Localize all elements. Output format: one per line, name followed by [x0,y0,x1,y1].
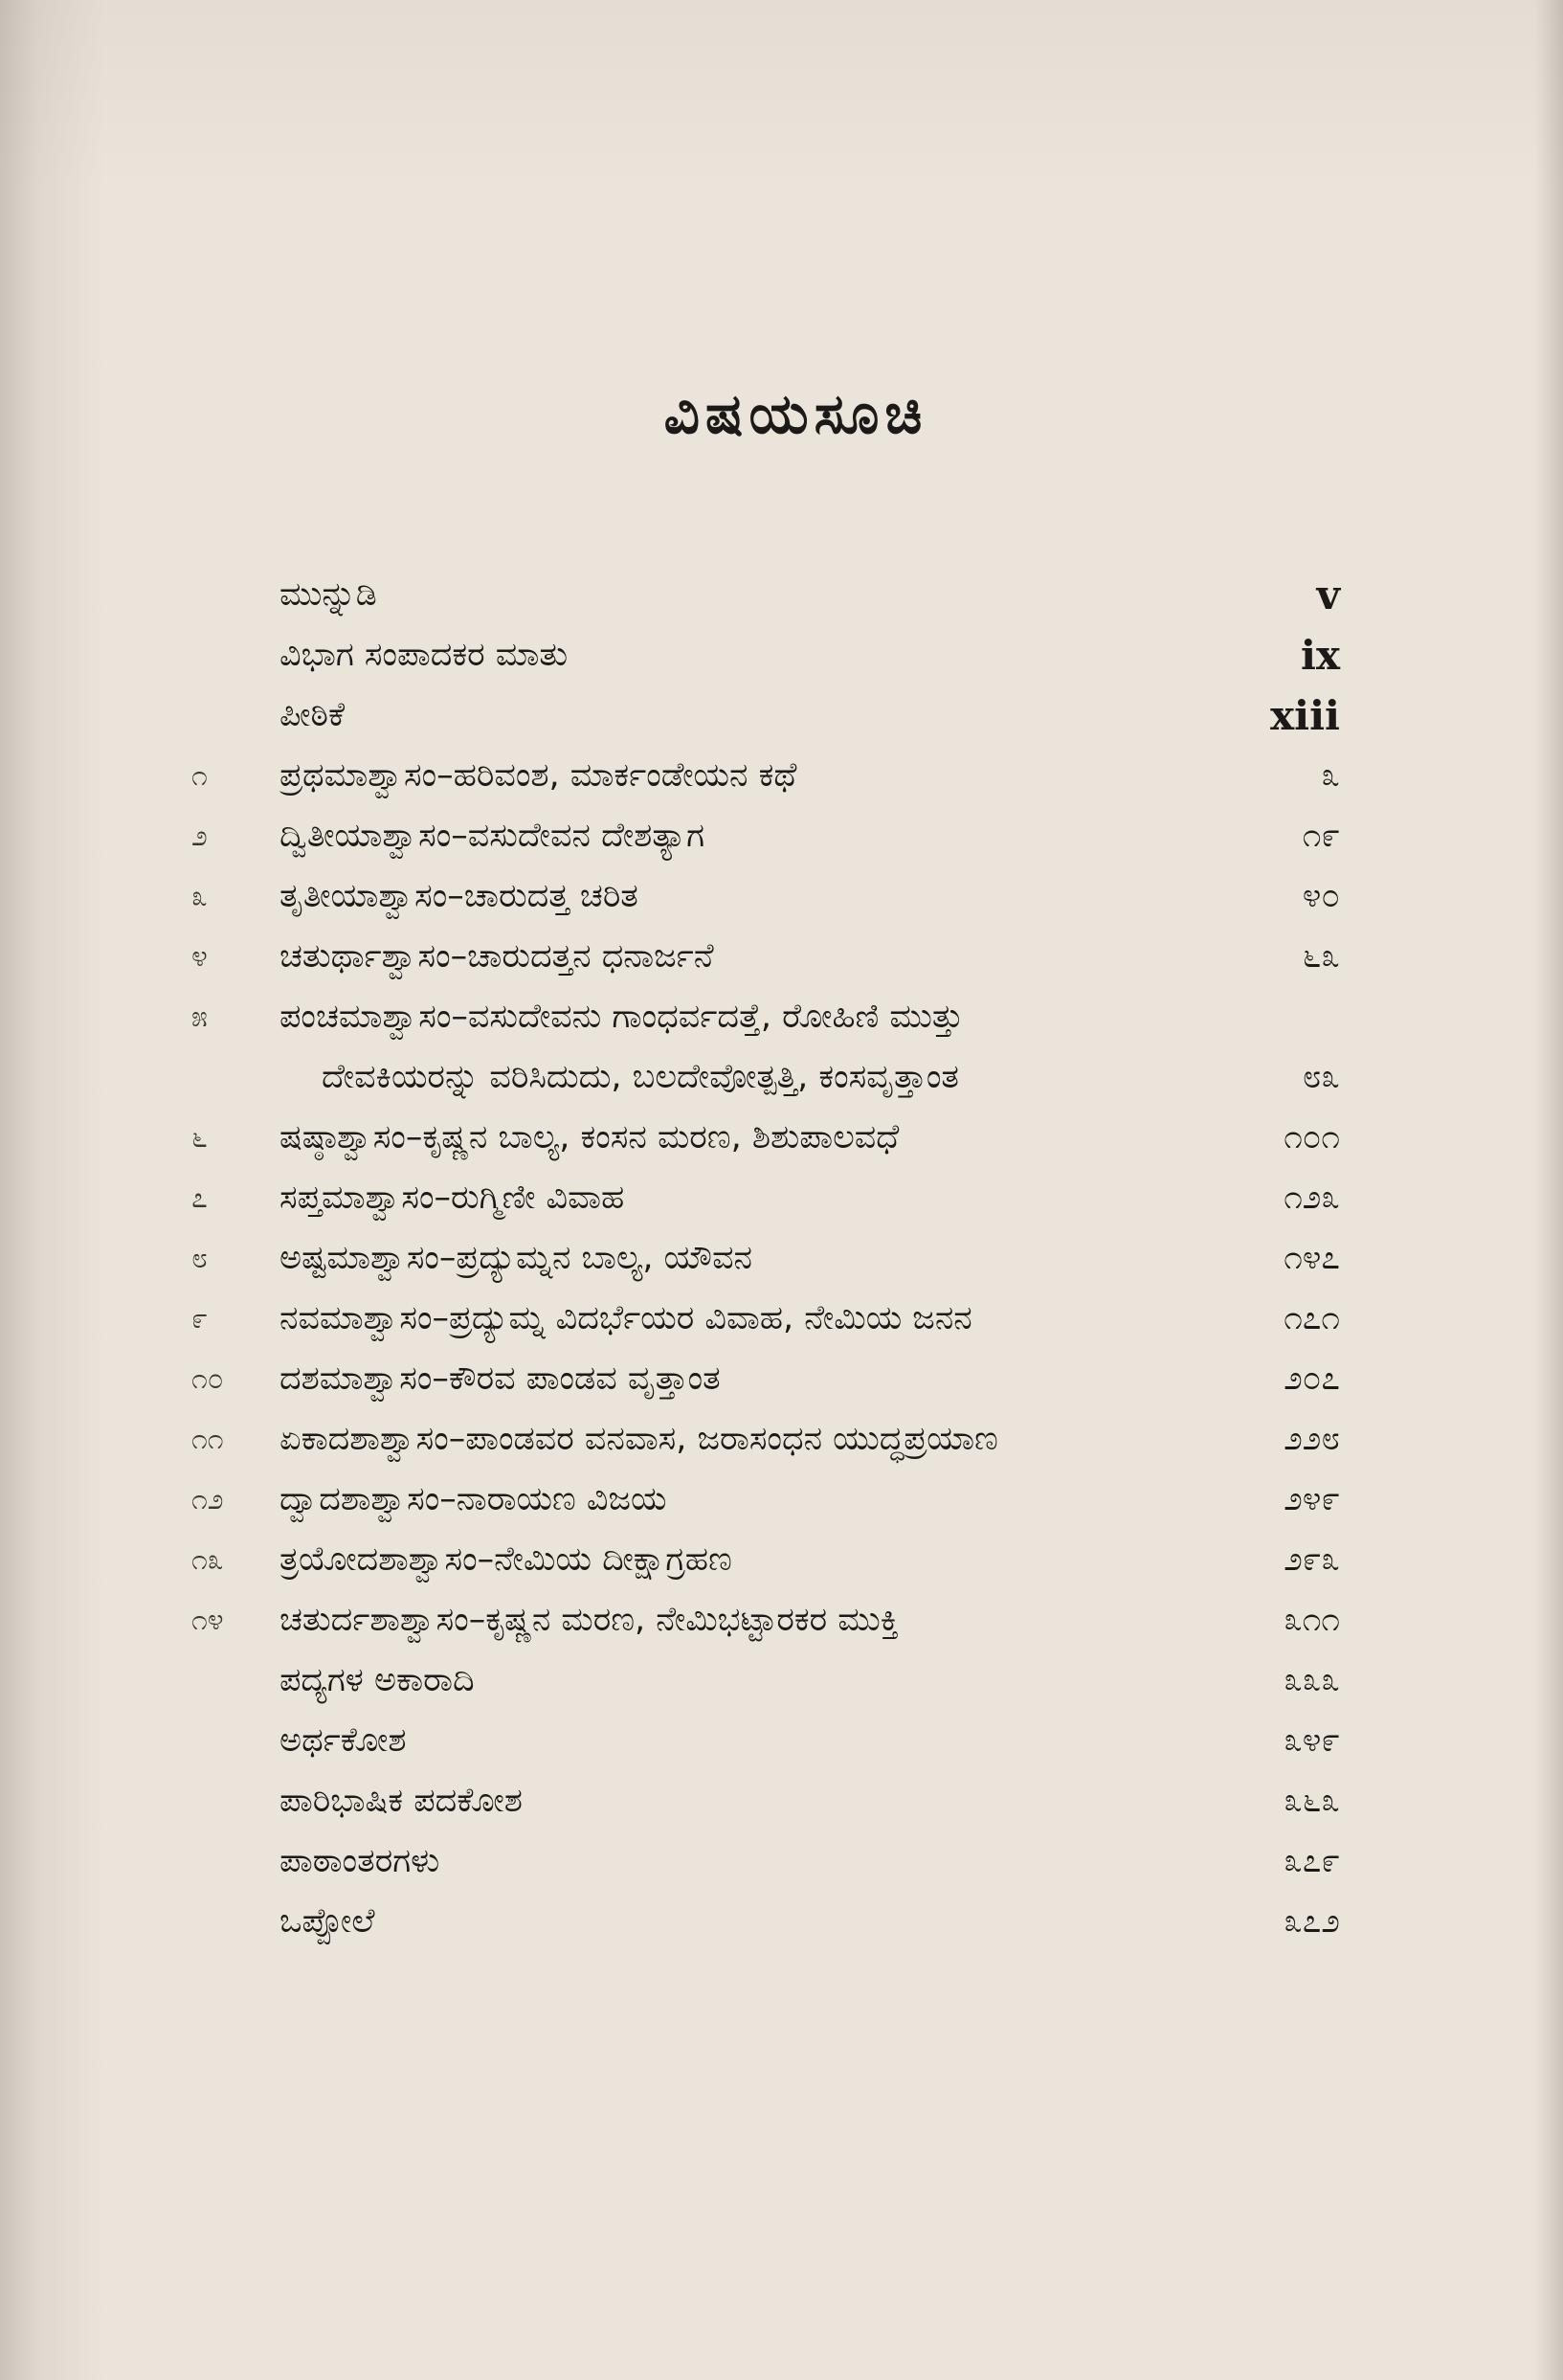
chapter-number: ೨ [191,820,208,853]
toc-entry-title: ದಶಮಾಶ್ವಾಸಂ–ಕೌರವ ಪಾಂಡವ ವೃತ್ತಾಂತ [279,1359,721,1398]
toc-row [191,1108,1340,1168]
toc-row [191,685,1340,746]
chapter-number: ೧೨ [191,1483,224,1516]
toc-row [191,927,1340,987]
toc-row [191,1349,1340,1409]
page-number: v [1316,572,1340,618]
toc-row [191,746,1340,806]
page-number: ೬೩ [1302,937,1340,976]
chapter-number: ೯ [191,1302,208,1336]
page-number: ೨೪೯ [1284,1480,1340,1518]
toc-row [191,1771,1340,1831]
toc-row [191,1530,1340,1590]
page-number: ೩೩೩ [1284,1661,1340,1699]
toc-entry-title: ತೃತೀಯಾಶ್ವಾಸಂ–ಚಾರುದತ್ತ ಚರಿತ [279,877,638,915]
chapter-number: ೭ [191,1181,208,1215]
chapter-number: ೬ [191,1121,208,1155]
page-number: xiii [1270,692,1340,739]
chapter-number: ೧೦ [191,1362,224,1396]
toc-row [191,565,1340,625]
toc-entry-title: ಸಪ್ತಮಾಶ್ವಾಸಂ–ರುಗ್ಮಿಣೀ ವಿವಾಹ [279,1179,625,1217]
toc-entry-title: ತ್ರಯೋದಶಾಶ್ವಾಸಂ–ನೇಮಿಯ ದೀಕ್ಷಾಗ್ರಹಣ [279,1540,732,1579]
chapter-number: ೧ [191,759,208,793]
toc-row [191,806,1340,866]
page-number: ೨೨೮ [1284,1420,1340,1458]
page-number: ೨೦೭ [1284,1359,1340,1398]
chapter-number: ೮ [191,1242,208,1275]
toc-entry-title: ಪಾರಿಭಾಷಿಕ ಪದಕೋಶ [279,1782,523,1820]
toc-entry-title: ಚತುರ್ದಶಾಶ್ವಾಸಂ–ಕೃಷ್ಣನ ಮರಣ, ನೇಮಿಭಟ್ಟಾರಕರ ಮುಕ್ತಿ [279,1601,900,1639]
chapter-number: ೧೧ [191,1423,224,1456]
toc-row [191,987,1340,1108]
page-number: ೮೩ [1302,1058,1340,1096]
page-number: ೧೨೩ [1284,1179,1340,1217]
toc-entry-title [279,987,1275,1108]
toc-row [191,1289,1340,1349]
page-number: ೩೭೯ [1284,1842,1340,1880]
toc-entry-title: ಮುನ್ನುಡಿ [279,575,377,614]
toc-entry-title: ಅಷ್ಟಮಾಶ್ವಾಸಂ–ಪ್ರದ್ಯುಮ್ನನ ಬಾಲ್ಯ, ಯೌವನ [279,1239,753,1277]
page-number: ೪೦ [1302,877,1340,915]
page-number: ೨೯೩ [1284,1540,1340,1579]
page-number: ೧೪೭ [1284,1239,1340,1277]
toc-row [191,1409,1340,1470]
chapter-number: ೩ [191,880,208,913]
toc-row [191,1650,1340,1711]
page-number: ೩೬೩ [1284,1782,1340,1820]
toc-entry-title: ಅರ್ಥಕೋಶ [279,1721,407,1760]
toc-entry-title: ವಿಭಾಗ ಸಂಪಾದಕರ ಮಾತು [279,636,569,674]
toc-entry-title-line-2: ದೇವಕಿಯರನ್ನು ವರಿಸಿದುದು, ಬಲದೇವೋತ್ಪತ್ತಿ, ಕಂಸವೃತ್ತಾಂತ [322,1058,959,1096]
toc-entry-title: ಪೀಠಿಕೆ [279,696,346,734]
page-number: ೩೧೧ [1284,1601,1340,1639]
page-number: ೧೭೧ [1284,1299,1340,1337]
page-number: ix [1301,632,1340,679]
toc-entry-title: ಚತುರ್ಥಾಶ್ವಾಸಂ–ಚಾರುದತ್ತನ ಧನಾರ್ಜನೆ [279,937,714,976]
toc-row [191,1590,1340,1650]
toc-entry-title: ಪ್ರಥಮಾಶ್ವಾಸಂ–ಹರಿವಂಶ, ಮಾರ್ಕಂಡೇಯನ ಕಥೆ [279,756,797,795]
toc-entry-title: ನವಮಾಶ್ವಾಸಂ–ಪ್ರದ್ಯುಮ್ನ ವಿದರ್ಭೆಯರ ವಿವಾಹ, ನೇಮಿಯ ಜನನ [279,1299,972,1337]
page-number: ೧೦೧ [1284,1118,1340,1156]
chapter-number: ೪ [191,940,208,974]
toc-row [191,1228,1340,1289]
chapter-number: ೧೩ [191,1543,224,1577]
toc-entry-title: ಷಷ್ಠಾಶ್ವಾಸಂ–ಕೃಷ್ಣನ ಬಾಲ್ಯ, ಕಂಸನ ಮರಣ, ಶಿಶುಪಾಲವಧೆ [279,1118,900,1156]
toc-entry-title: ಪಾಠಾಂತರಗಳು [279,1842,440,1880]
toc-row [191,1168,1340,1228]
toc-entry-title: ದ್ವಾದಶಾಶ್ವಾಸಂ–ನಾರಾಯಣ ವಿಜಯ [279,1480,667,1518]
chapter-number: ೧೪ [191,1604,224,1637]
toc-entry-title: ಪದ್ಯಗಳ ಅಕಾರಾದಿ [279,1661,475,1699]
toc-entry-title: ದ್ವಿತೀಯಾಶ್ವಾಸಂ–ವಸುದೇವನ ದೇಶತ್ಯಾಗ [279,817,705,855]
page-number: ೩ [1321,756,1340,795]
toc-row [191,1831,1340,1892]
page-number: ೩೪೯ [1284,1721,1340,1760]
page-number: ೧೯ [1302,817,1340,855]
toc-entry-title-line-1: ಪಂಚಮಾಶ್ವಾಸಂ–ವಸುದೇವನು ಗಾಂಧರ್ವದತ್ತೆ, ರೋಹಿಣಿ ಮುತ್ತು [279,998,964,1036]
page-title: ವಿಷಯಸೂಚಿ [663,381,928,446]
chapter-number: ೫ [191,1000,208,1034]
toc-row [191,1892,1340,1952]
toc-row [191,625,1340,685]
toc-entry-title: ಒಪ್ಪೋಲೆ [279,1902,375,1941]
toc-row [191,1470,1340,1530]
page-number: ೩೭೨ [1284,1902,1340,1941]
toc-row [191,866,1340,927]
toc-row [191,1711,1340,1771]
toc-entry-title: ಏಕಾದಶಾಶ್ವಾಸಂ–ಪಾಂಡವರ ವನವಾಸ, ಜರಾಸಂಧನ ಯುದ್ಧಪ್ರಯಾಣ [279,1420,998,1458]
table-of-contents [191,565,1340,1952]
